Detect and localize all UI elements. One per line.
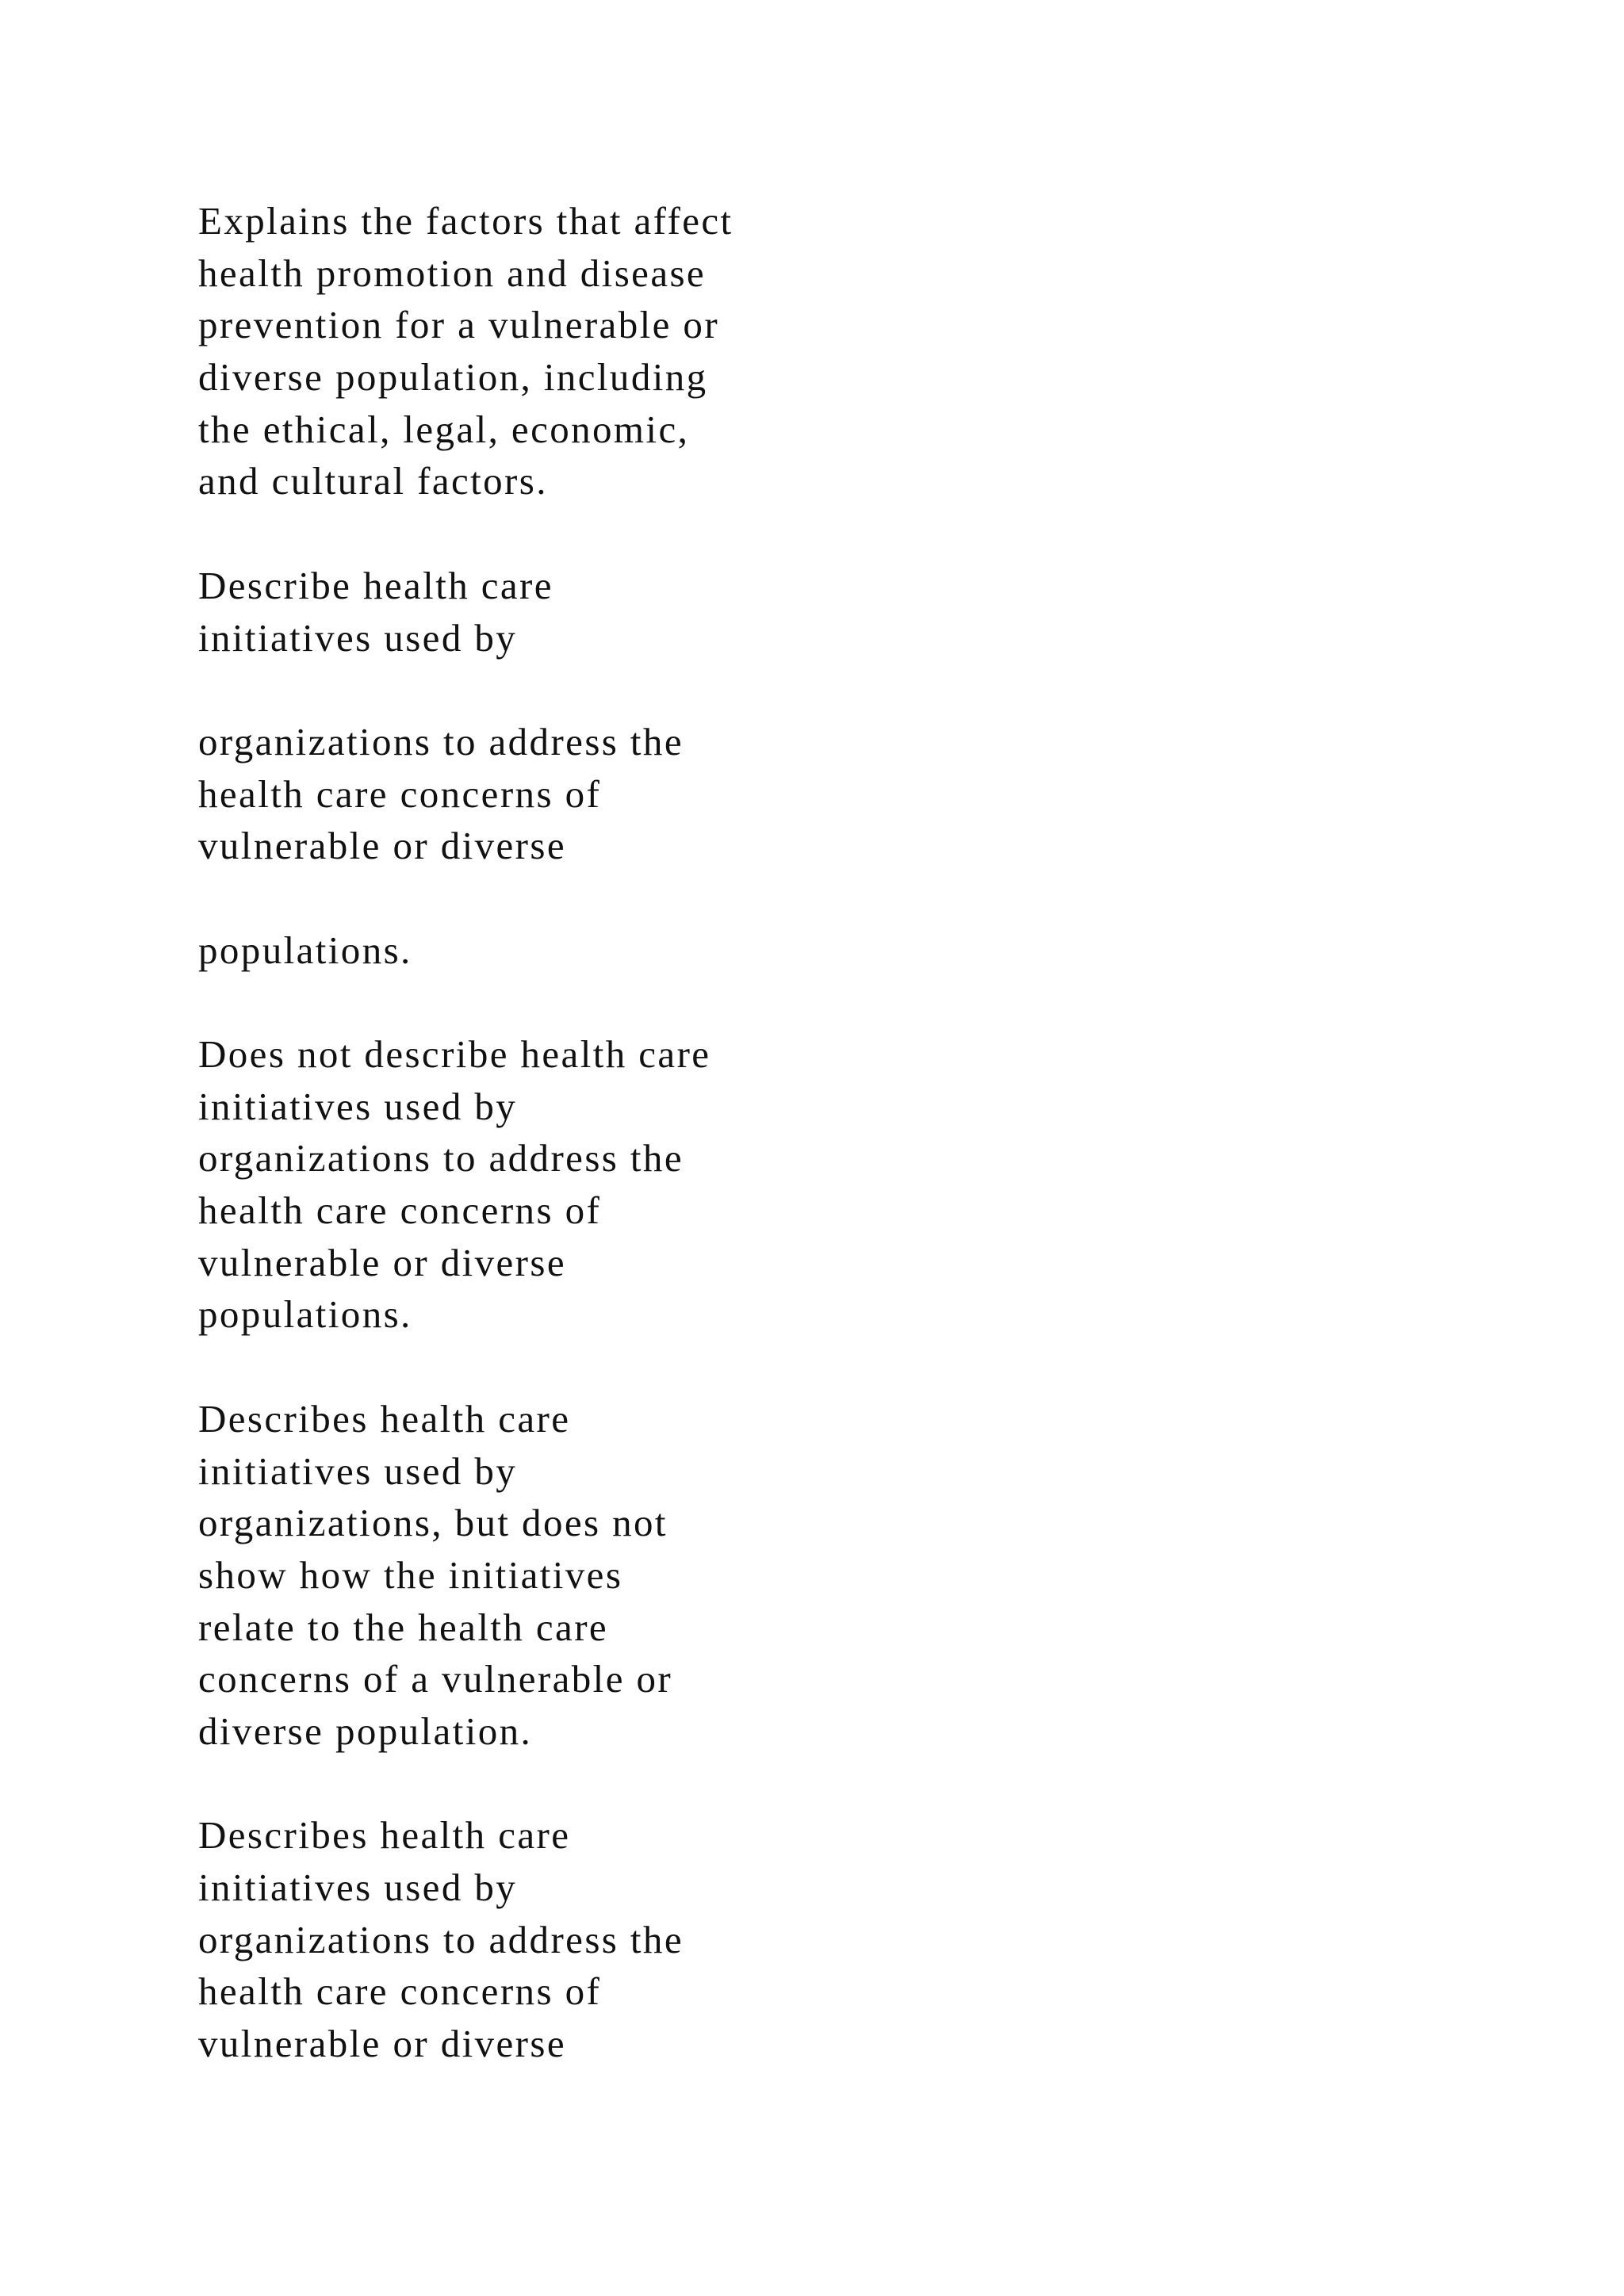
paragraph-does-not-describe	[198, 1028, 1150, 1341]
paragraph-spacer	[198, 976, 1150, 1028]
text-line: show how the initiatives	[198, 1552, 623, 1597]
text-line: Does not describe health care	[198, 1032, 711, 1076]
text-line: populations.	[198, 1292, 412, 1337]
text-line: health care concerns of	[198, 771, 602, 816]
document-text-column	[198, 195, 1150, 2070]
paragraph-describes-but-not	[198, 1393, 1150, 1758]
text-line: initiatives used by	[198, 615, 518, 660]
text-line: Describe health care	[198, 563, 553, 607]
text-line: organizations, but does not	[198, 1501, 668, 1545]
paragraph-spacer	[198, 664, 1150, 716]
text-line: vulnerable or diverse	[198, 2022, 567, 2066]
paragraph-organizations	[198, 716, 1150, 872]
text-line: vulnerable or diverse	[198, 1240, 567, 1284]
paragraph-spacer	[198, 1758, 1150, 1810]
text-line: concerns of a vulnerable or	[198, 1657, 673, 1701]
text-line: initiatives used by	[198, 1448, 518, 1493]
text-line: Explains the factors that affect	[198, 199, 733, 243]
text-line: organizations to address the	[198, 1917, 684, 1961]
paragraph-spacer	[198, 507, 1150, 560]
text-line: populations.	[198, 928, 412, 972]
text-line: diverse population.	[198, 1709, 533, 1753]
text-line: and cultural factors.	[198, 459, 548, 503]
text-line: health promotion and disease	[198, 251, 707, 295]
text-line: Describes health care	[198, 1813, 571, 1858]
text-line: diverse population, including	[198, 355, 708, 400]
text-line: initiatives used by	[198, 1866, 518, 1909]
text-line: relate to the health care	[198, 1605, 609, 1649]
text-line: organizations to address the	[198, 719, 684, 763]
text-line: health care concerns of	[198, 1188, 602, 1233]
paragraph-spacer	[198, 1341, 1150, 1393]
text-line: the ethical, legal, economic,	[198, 407, 690, 451]
paragraph-describe-initiatives	[198, 560, 1150, 664]
paragraph-factors	[198, 195, 1150, 507]
text-line: prevention for a vulnerable or	[198, 303, 720, 347]
paragraph-populations	[198, 924, 1150, 977]
text-line: Describes health care	[198, 1396, 571, 1441]
text-line: organizations to address the	[198, 1136, 684, 1181]
text-line: health care concerns of	[198, 1969, 602, 2014]
paragraph-spacer	[198, 872, 1150, 924]
text-line: vulnerable or diverse	[198, 824, 567, 868]
text-line: initiatives used by	[198, 1084, 518, 1128]
paragraph-describes-address	[198, 1809, 1150, 2069]
